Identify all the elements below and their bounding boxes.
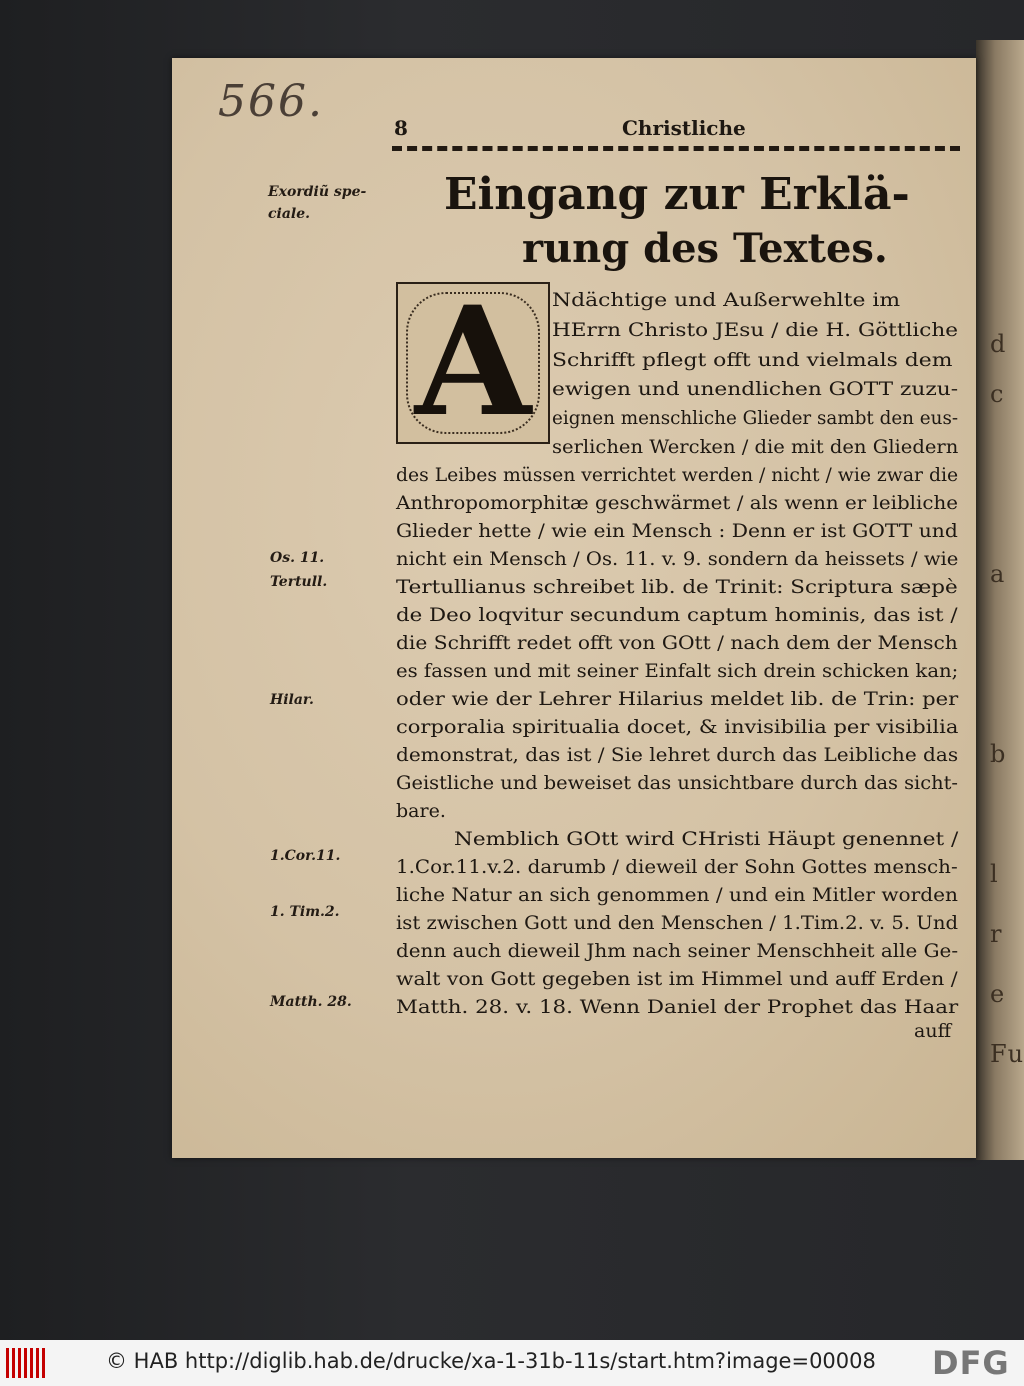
running-head: Christliche [622,116,746,140]
header-rule [392,146,960,151]
text-line: corporalia spiritualia docet, & invisibilia per visibilia [396,716,959,738]
text-line: Tertullianus schreibet lib. de Trinit: Scriptura sæpè [396,576,958,598]
facing-page-fragment: e [990,980,1006,1008]
text-line: ewigen und unendlichen GOTT zuzu- [552,378,959,400]
section-title [410,168,970,276]
dfg-logo: DFG [932,1344,1010,1382]
viewer-footer [0,1340,1024,1386]
decorated-initial [396,274,550,450]
text-line: Ndächtige und Außerwehlte im [552,289,901,311]
text-line: de Deo loqvitur secundum captum hominis, das ist / [396,604,958,626]
text-line: oder wie der Lehrer Hilarius meldet lib. de Trin: per [396,688,959,710]
hab-logo-icon [6,1348,50,1378]
text-line: eignen menschliche Glieder sambt den eus- [552,407,959,429]
text-line: walt von Gott gegeben ist im Himmel und auff Erden / [396,968,958,990]
margin-note: Exordiũ spe- [268,184,367,200]
facing-page-fragment: d [990,330,1007,358]
text-line: 1.Cor.11.v.2. darumb / dieweil der Sohn Gottes mensch- [396,856,958,878]
text-line: Nemblich GOtt wird CHristi Häupt genennet / [454,828,959,850]
facing-page-fragment: r [990,920,1003,948]
text-line: Matth. 28. v. 18. Wenn Daniel der Prophet das Haar [396,996,959,1018]
facing-page-fragment: l [990,860,999,888]
text-line: nicht ein Mensch / Os. 11. v. 9. sondern da heissets / wie [396,548,959,570]
text-line: die Schrifft redet offt von GOtt / nach dem der Mensch [396,632,958,654]
text-line: bare. [396,800,446,822]
title-line: Eingang zur Erklä- [444,169,910,220]
text-line: HErrn Christo JEsu / die H. Göttliche [552,319,958,341]
copyright-link[interactable]: © HAB http://diglib.hab.de/drucke/xa-1-31b-11s/start.htm?image=00008 [106,1349,876,1373]
manuscript-number: 566. [218,76,324,127]
margin-note: Os. 11. [270,550,325,566]
text-line: demonstrat, das ist / Sie lehret durch das Leibliche das [396,744,959,766]
facing-page-edge [976,40,1024,1160]
facing-page-fragment: c [990,380,1005,408]
text-line: des Leibes müssen verrichtet werden / nicht / wie zwar die [396,464,959,486]
text-line: ist zwischen Gott und den Menschen / 1.Tim.2. v. 5. Und [396,912,959,934]
facing-page-fragment: a [990,560,1006,588]
text-line: Schrifft pflegt offt und vielmals dem [552,349,953,371]
facing-page-fragment: Fu [990,1040,1024,1068]
title-line: rung des Textes. [522,225,888,272]
text-line: liche Natur an sich genommen / und ein Mitler worden [396,884,958,906]
margin-note: Hilar. [270,692,314,708]
margin-note: ciale. [268,206,311,222]
initial-letter: A [414,274,532,450]
page-number: 8 [394,116,408,140]
catchword: auff [914,1020,952,1042]
text-line: Glieder hette / wie ein Mensch : Denn er ist GOTT und [396,520,958,542]
margin-note: 1.Cor.11. [270,848,341,864]
text-line: Anthropomorphitæ geschwärmet / als wenn er leibliche [396,492,959,514]
margin-note: Matth. 28. [270,994,352,1010]
text-line: serlichen Wercken / die mit den Gliedern [552,436,959,458]
facing-page-fragment: b [990,740,1007,768]
text-line: denn auch dieweil Jhm nach seiner Menschheit alle Ge- [396,940,959,962]
margin-note: Tertull. [270,574,328,590]
text-line: Geistliche und beweiset das unsichtbare durch das sicht- [396,772,958,794]
margin-note: 1. Tim.2. [270,904,340,920]
text-line: es fassen und mit seiner Einfalt sich drein schicken kan; [396,660,959,682]
